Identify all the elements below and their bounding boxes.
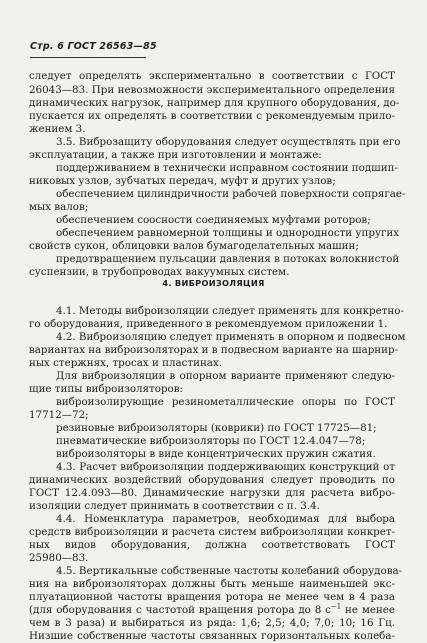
text-line: 26043—83. При невозможности экспериментального определения xyxy=(29,84,395,96)
text-line: свойств сукон, облицовки валов бумагоделательных машин; xyxy=(29,240,359,252)
text-line: плуатационной частоты вращения ротора не менее чем в 4 раза xyxy=(29,591,395,603)
text-line: обеспечением соосности соединяемых муфтами роторов; xyxy=(56,214,371,226)
text-line: пневматические виброизоляторы по ГОСТ 12.4.047—78; xyxy=(56,435,366,447)
text-line: 25980—83. xyxy=(29,552,89,564)
text-line: го оборудования, приведенного в рекомендуемом приложении 1. xyxy=(29,318,388,330)
text-line: 3.5. Виброзащиту оборудования следует осуществлять при его xyxy=(56,136,401,148)
text-line: 4.3. Расчет виброизоляции поддерживающих конструкций от xyxy=(56,461,395,473)
text-line: 4.4. Номенклатура параметров, необходимая для выбора xyxy=(56,513,395,525)
text-line: 4.1. Методы виброизоляции следует применять для конкретно- xyxy=(56,305,404,317)
text-line: жением 3. xyxy=(29,123,86,135)
page-header: Стр. 6 ГОСТ 26563—85 xyxy=(30,41,157,52)
text-line: вариантах на виброизоляторах и в подвесном варианте на шарнир- xyxy=(29,344,399,356)
header-rule xyxy=(30,57,146,58)
text-line: динамических нагрузок, например для крупного оборудования, до- xyxy=(29,97,400,109)
text-line: резиновые виброизоляторы (коврики) по ГОСТ 17725—81; xyxy=(56,422,377,434)
text-line: обеспечением равномерной толщины и однородности упругих xyxy=(56,227,400,239)
text-line: ных видов оборудования, должна соответствовать ГОСТ xyxy=(29,539,395,551)
text-line: щие типы виброизоляторов: xyxy=(29,383,184,395)
text-line: поддерживанием в технически исправном состоянии подшип- xyxy=(56,162,398,174)
text-line: 4.2. Виброизоляцию следует применять в опорном и подвесном xyxy=(56,331,406,343)
text-line xyxy=(29,604,395,617)
text-line: эксплуатации, а также при изготовлении и монтаже: xyxy=(29,149,322,161)
text-line: никовых узлов, зубчатых передач, муфт и других узлов; xyxy=(29,175,336,187)
text-line-part: (для оборудования с частотой вращения ротора до 8 с xyxy=(29,604,331,616)
text-line: динамических воздействий оборудования следует проводить по xyxy=(29,474,395,486)
text-line: обеспечением цилиндричности рабочей поверхности сопрягае- xyxy=(56,188,406,200)
text-line: средств виброизоляции и расчета систем виброизоляции конкрет- xyxy=(29,526,395,538)
text-line: ния на виброизоляторах должны быть меньше наименьшей экс- xyxy=(29,578,395,590)
text-line: предотвращением пульсации давления в потоках волокнистой xyxy=(56,253,400,265)
text-line: мых валов; xyxy=(29,201,89,213)
text-line: ГОСТ 12.4.093—80. Динамические нагрузки для расчета вибро- xyxy=(29,487,395,499)
text-line: суспензии, в трубопроводах вакуумных систем. xyxy=(29,266,290,278)
text-line: Для виброизоляции в опорном варианте применяют следую- xyxy=(56,370,395,382)
text-line: изоляции следует принимать в соответствии с п. 3.4. xyxy=(29,500,320,512)
text-line-part: не менее xyxy=(341,604,395,616)
superscript: −1 xyxy=(330,602,342,611)
text-line: виброизолирующие резинометаллические опоры по ГОСТ xyxy=(56,396,395,408)
text-line: Низшие собственные частоты связанных горизонтальных колеба- xyxy=(29,630,395,642)
text-line: чем в 3 раза) и выбираться из ряда: 1,6; 2,5; 4,0; 7,0; 10; 16 Гц. xyxy=(29,617,395,629)
text-line: 4.5. Вертикальные собственные частоты колебаний оборудова- xyxy=(56,565,403,577)
text-line: ных стержнях, тросах и пластинах. xyxy=(29,357,223,369)
text-line: 17712—72; xyxy=(29,409,89,421)
text-line: пускается их определять в соответствии с рекомендуемым прило- xyxy=(29,110,395,122)
text-line: виброизоляторы в виде концентрических пружин сжатия. xyxy=(56,448,376,460)
section-heading: 4. ВИБРОИЗОЛЯЦИЯ xyxy=(162,278,265,288)
text-line: следует определять экспериментально в соответствии с ГОСТ xyxy=(29,70,395,82)
